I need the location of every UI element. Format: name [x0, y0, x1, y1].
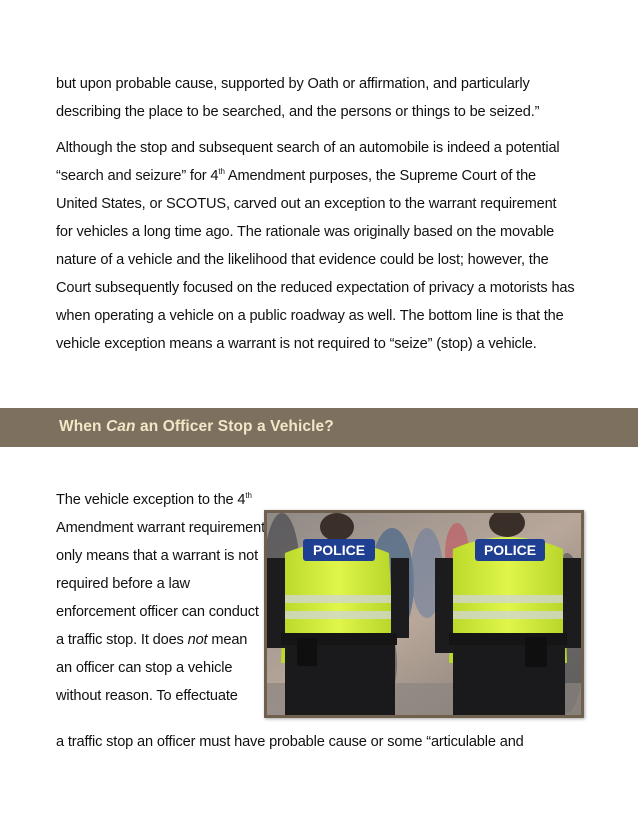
- vest-label-left: POLICE: [312, 542, 366, 558]
- section-banner: [0, 408, 638, 447]
- section-heading: When Can an Officer Stop a Vehicle?: [59, 418, 334, 435]
- paragraph-vehicle-exception: Although the stop and subsequent search of an automobile is indeed a potential “search and seizure” for 4th Amendment purposes, the Supreme Court of the United States, or SCOTUS, carved out an exception to the warrant requirement for vehicles a long time ago. The rationale was originally based on the movable nature of a vehicle and the likelihood that evidence could be lost; however, the Court subsequently focused on the reduced expectation of privacy a motorists has when operating a vehicle on a public roadway as well. The bottom line is that the vehicle exception means a warrant is not required to “seize” (stop) a vehicle.: [56, 140, 575, 352]
- police-officers-photo: [264, 510, 584, 718]
- paragraph-traffic-stop-continued: a traffic stop an officer must have probable cause or some “articulable and: [56, 734, 524, 750]
- paragraph-warrant-clause: but upon probable cause, supported by Oath or affirmation, and particularly describing the place to be searched, and the persons or things to be seized.”: [56, 76, 540, 120]
- vest-label-right: POLICE: [483, 542, 537, 558]
- paragraph-traffic-stop: The vehicle exception to the 4th Amendment warrant requirement only means that a warrant is not required before a law enforcement officer can conduct a traffic stop. It does not mean an officer can stop a vehicle without reason. To effectuate: [56, 491, 265, 704]
